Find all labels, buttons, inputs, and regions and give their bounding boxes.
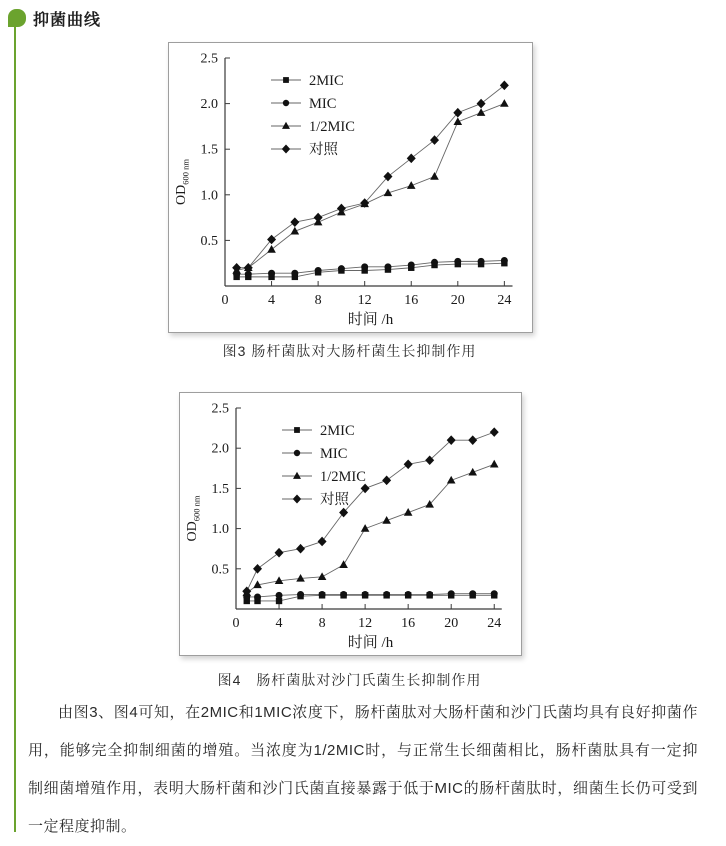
- svg-text:20: 20: [444, 616, 459, 631]
- leaf-bullet-icon: [8, 9, 26, 27]
- figure4-growth-curve-chart: [179, 392, 522, 656]
- svg-text:1.5: 1.5: [200, 142, 218, 158]
- svg-text:1/2MIC: 1/2MIC: [320, 469, 366, 485]
- figure3-growth-curve-chart: [168, 42, 533, 333]
- svg-text:12: 12: [357, 293, 372, 308]
- svg-text:24: 24: [497, 293, 512, 308]
- svg-text:16: 16: [401, 616, 416, 631]
- svg-text:2MIC: 2MIC: [309, 73, 344, 89]
- svg-text:0.5: 0.5: [200, 233, 218, 249]
- svg-text:1.5: 1.5: [211, 481, 229, 497]
- svg-text:OD600 nm: $OD_{600 nm}$: [185, 495, 202, 542]
- svg-text:0.5: 0.5: [211, 562, 229, 578]
- svg-text:对照: 对照: [309, 142, 338, 158]
- svg-text:对照: 对照: [320, 492, 349, 508]
- svg-text:2.5: 2.5: [200, 51, 218, 67]
- svg-text:2.0: 2.0: [211, 441, 229, 457]
- svg-text:2MIC: 2MIC: [320, 423, 355, 439]
- svg-text:20: 20: [450, 293, 465, 308]
- svg-text:4: 4: [275, 616, 283, 631]
- svg-text:4: 4: [268, 293, 276, 308]
- svg-text:8: 8: [318, 616, 326, 631]
- svg-text:1.0: 1.0: [211, 522, 229, 538]
- svg-text:12: 12: [358, 616, 373, 631]
- svg-text:1.0: 1.0: [200, 188, 218, 204]
- svg-text:8: 8: [314, 293, 322, 308]
- svg-text:MIC: MIC: [309, 96, 337, 112]
- svg-text:时间 /h: 时间 /h: [347, 635, 394, 651]
- figure4-caption: 图4 肠杆菌肽对沙门氏菌生长抑制作用: [217, 672, 482, 688]
- svg-text:OD600 nm: $OD_{600 nm}$: [174, 159, 191, 205]
- section-accent-line: [14, 26, 16, 832]
- svg-text:时间 /h: 时间 /h: [347, 312, 394, 328]
- section-title: 抑菌曲线: [33, 12, 102, 29]
- svg-text:0: 0: [221, 293, 229, 308]
- svg-text:24: 24: [487, 616, 502, 631]
- svg-text:0: 0: [232, 616, 240, 631]
- figure3-caption: 图3 肠杆菌肽对大肠杆菌生长抑制作用: [222, 343, 477, 359]
- svg-text:2.0: 2.0: [200, 97, 218, 113]
- svg-text:MIC: MIC: [320, 446, 348, 462]
- chart-canvas: [169, 43, 532, 332]
- svg-text:1/2MIC: 1/2MIC: [309, 119, 355, 135]
- svg-text:16: 16: [404, 293, 419, 308]
- discussion-paragraph: 由图3、图4可知，在2MIC和1MIC浓度下，肠杆菌肽对大肠杆菌和沙门氏菌均具有良好抑菌作用，能够完全抑制细菌的增殖。当浓度为1/2MIC时，与正常生长细菌相比，肠杆菌肽具有一定抑制细菌增殖作用，表明大肠杆菌和沙门氏菌直接暴露于低于MIC的肠杆菌肽时，细菌生长仍可受到一定程度抑制。: [28, 704, 698, 835]
- chart-canvas: [180, 393, 521, 655]
- svg-text:2.5: 2.5: [211, 401, 229, 417]
